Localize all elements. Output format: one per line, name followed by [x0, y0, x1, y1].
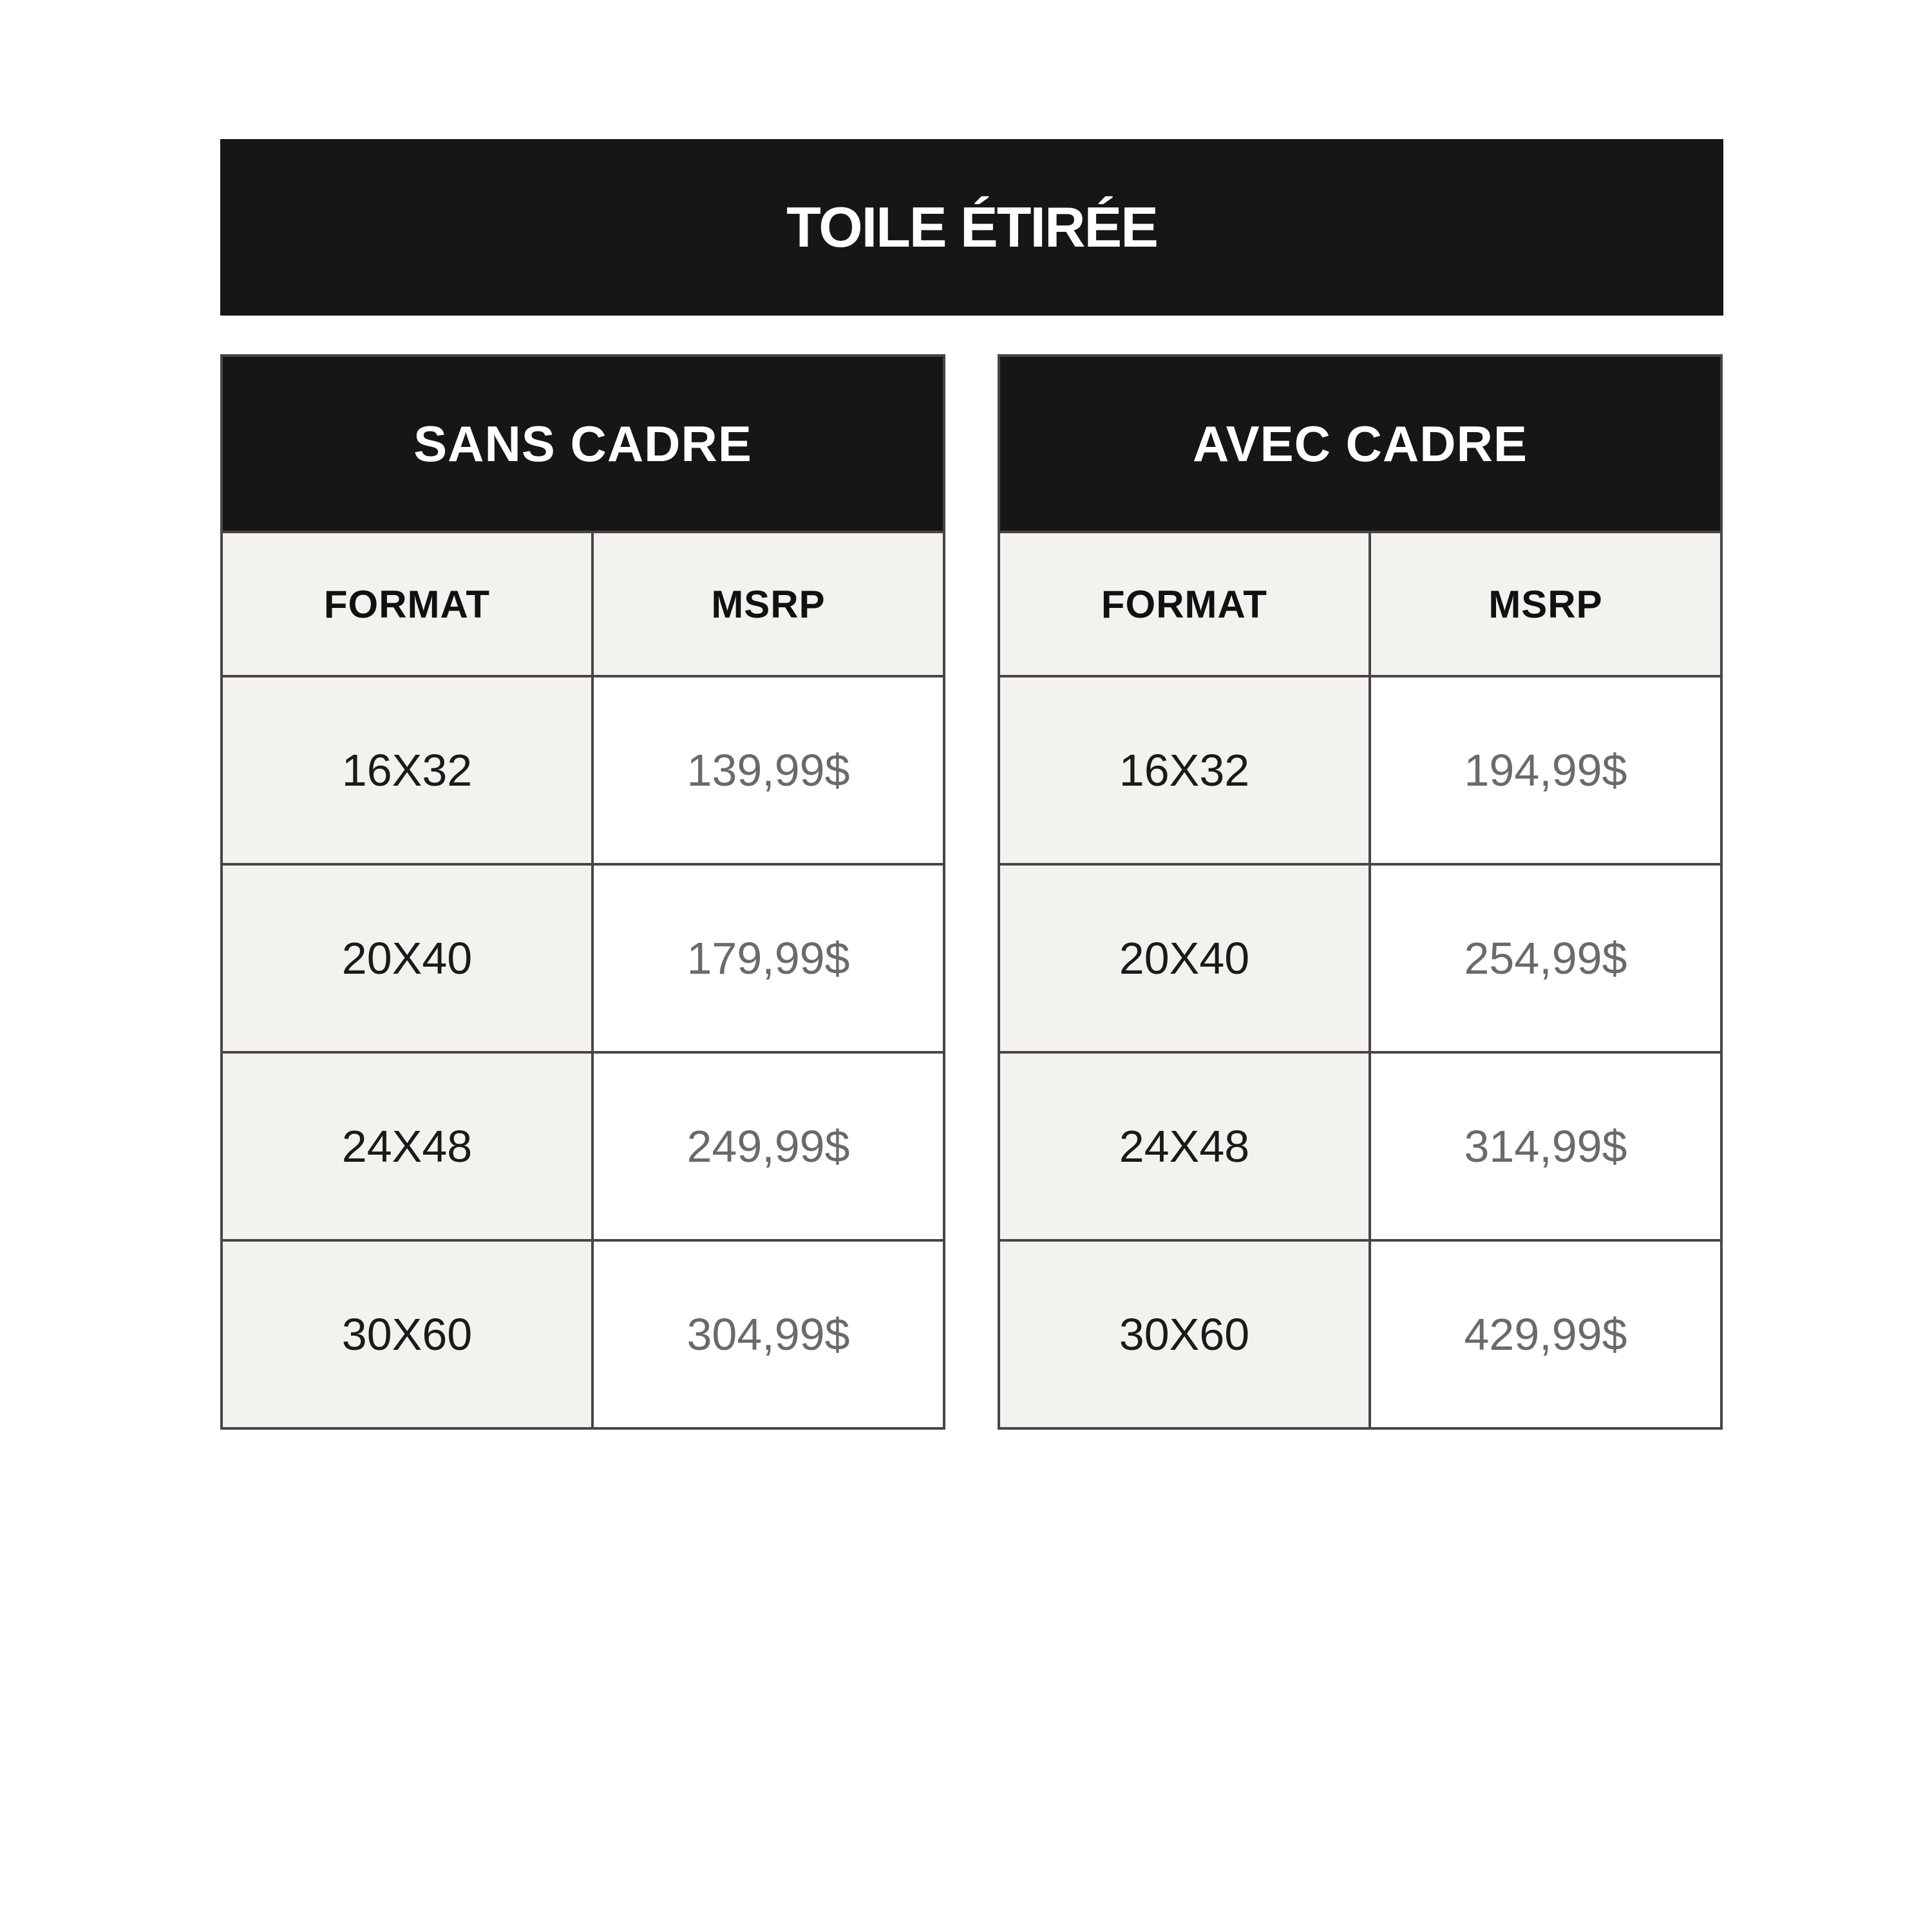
price-value: 179,99$: [687, 933, 850, 983]
price-table-avec-cadre: [998, 354, 1723, 1430]
table-heading: AVEC CADRE: [1193, 415, 1528, 472]
price-cell: [594, 1054, 943, 1239]
column-header-format: [223, 533, 594, 675]
column-header-format: [1000, 533, 1371, 675]
price-cell: [1371, 1242, 1720, 1427]
format-value: 24X48: [1119, 1121, 1250, 1171]
table-row: [1000, 1242, 1720, 1427]
format-value: 20X40: [1119, 933, 1250, 983]
format-cell: [1000, 677, 1371, 863]
table-row: [223, 1242, 943, 1427]
format-cell: [223, 677, 594, 863]
format-value: 30X60: [1119, 1309, 1250, 1359]
price-value: 194,99$: [1464, 745, 1627, 795]
price-value: 139,99$: [687, 745, 850, 795]
format-cell: [1000, 1242, 1371, 1427]
table-row: [1000, 866, 1720, 1054]
table-heading-bar: [223, 357, 943, 533]
price-value: 254,99$: [1464, 933, 1627, 983]
page-title-bar: [220, 139, 1723, 316]
table-row: [1000, 1054, 1720, 1242]
column-header-row: [223, 533, 943, 677]
format-value: 16X32: [1119, 745, 1250, 795]
price-value: 429,99$: [1464, 1309, 1627, 1359]
price-cell: [594, 677, 943, 863]
price-value: 314,99$: [1464, 1121, 1627, 1171]
format-cell: [223, 866, 594, 1051]
price-value: 304,99$: [687, 1309, 850, 1359]
column-header-label: MSRP: [1488, 582, 1603, 626]
table-row: [223, 677, 943, 866]
page-title: TOILE ÉTIRÉE: [786, 195, 1157, 259]
format-cell: [1000, 1054, 1371, 1239]
price-cell: [1371, 866, 1720, 1051]
format-value: 16X32: [341, 745, 473, 795]
format-cell: [223, 1054, 594, 1239]
column-header-label: MSRP: [711, 582, 826, 626]
table-row: [1000, 677, 1720, 866]
table-heading-bar: [1000, 357, 1720, 533]
price-table-sans-cadre: [220, 354, 945, 1430]
format-value: 20X40: [341, 933, 473, 983]
table-heading: SANS CADRE: [413, 415, 752, 472]
format-value: 30X60: [341, 1309, 473, 1359]
column-header-msrp: [594, 533, 943, 675]
price-value: 249,99$: [687, 1121, 850, 1171]
column-header-label: FORMAT: [323, 582, 491, 626]
price-cell: [594, 1242, 943, 1427]
format-cell: [223, 1242, 594, 1427]
table-row: [223, 1054, 943, 1242]
price-cell: [594, 866, 943, 1051]
column-header-row: [1000, 533, 1720, 677]
format-value: 24X48: [341, 1121, 473, 1171]
price-cell: [1371, 677, 1720, 863]
table-row: [223, 866, 943, 1054]
column-header-label: FORMAT: [1101, 582, 1268, 626]
column-header-msrp: [1371, 533, 1720, 675]
price-cell: [1371, 1054, 1720, 1239]
format-cell: [1000, 866, 1371, 1051]
